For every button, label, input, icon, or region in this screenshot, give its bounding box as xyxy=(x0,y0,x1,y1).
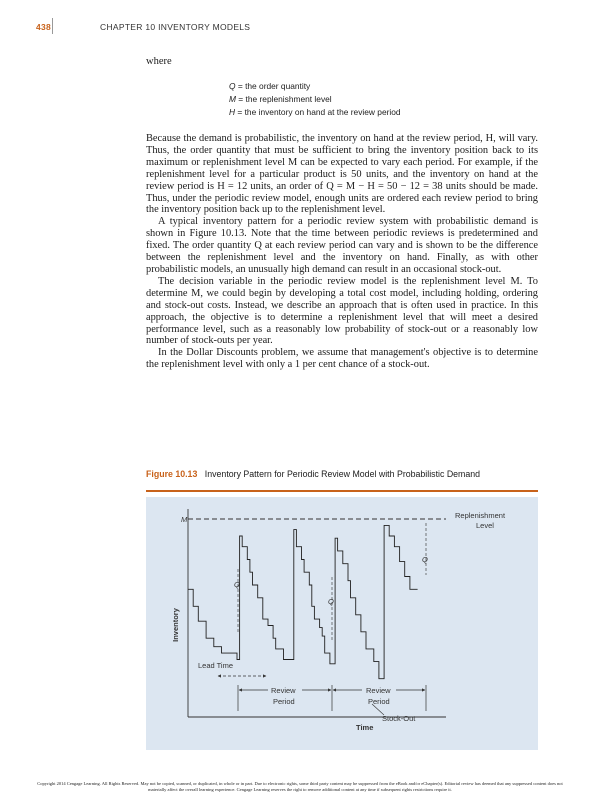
definition-m: M = the replenishment level xyxy=(229,93,332,104)
paragraph-3: The decision variable in the periodic review model is the replenishment level M. To determine M, we could begin by developing a total cost model, including holding, ordering and stock-out costs. Instead, we describe an approach that is often used in practice. In this approach, the objective is to determine a replenishment level that will meet a desired performance level, such as a reasonably low probability of stock-out or a reasonably low number of stock-outs per year. xyxy=(146,275,538,347)
q-label-1: Q xyxy=(234,580,240,589)
replenishment-label-line2: Level xyxy=(476,521,494,530)
inventory-chart xyxy=(146,497,538,750)
figure-caption xyxy=(146,469,480,479)
paragraph-2: A typical inventory pattern for a periodic review system with probabilistic demand is shown in Figure 10.13. Note that the time between periodic reviews is predetermined and fixed. The order quantity Q at each review period can vary and is shown to be the difference between the replenishment level and the inventory on hand. Finally, as with other probabilistic models, an unusually high demand can result in an occasional stock-out. xyxy=(146,216,538,275)
replenishment-label-line1: Replenishment xyxy=(455,511,506,520)
header-separator xyxy=(52,18,53,34)
where-label: where xyxy=(146,56,172,67)
inventory-level-line xyxy=(188,525,418,678)
paragraph-4: In the Dollar Discounts problem, we assume that management's objective is to determine the replenishment level with only a 1 per cent chance of a stock-out. xyxy=(146,347,538,371)
paragraph-1: Because the demand is probabilistic, the inventory on hand at the review period, H, will vary. Thus, the order quantity that must be sufficient to bring the inventory position back to its maximum or replenishment level M can be expected to vary each period. For example, if the replenishment level for a particular product is 50 units, and the inventory on hand at the review period is H = 12 units, an order of Q = M − H = 50 − 12 = 38 units should be made. Thus, under the periodic review model, enough units are ordered each review period to bring the inventory position back up to the replenishment level. xyxy=(146,133,538,216)
page-header xyxy=(36,22,251,32)
chapter-title: CHAPTER 10 INVENTORY MODELS xyxy=(100,22,251,32)
replenishment-level-m-label: M xyxy=(181,515,188,524)
page-number: 438 xyxy=(36,22,52,32)
q-label-3: Q xyxy=(422,555,428,564)
stock-out-label: Stock-Out xyxy=(382,714,416,723)
period-label-2: Period xyxy=(368,697,390,706)
x-axis-label: Time xyxy=(356,723,374,732)
q-label-2: Q xyxy=(328,597,334,606)
period-label-1: Period xyxy=(273,697,295,706)
body-text xyxy=(146,133,538,371)
figure-label: Figure 10.13 xyxy=(146,469,198,479)
lead-time-label: Lead Time xyxy=(198,661,234,670)
copyright-notice: Copyright 2014 Cengage Learning. All Rights Reserved. May not be copied, scanned, or duplicated, in whole or in part. Due to electronic rights, some third party content may be suppressed from the eBook and/or eChapter(s). Editorial review has deemed that any suppressed content does not materially affect the overall learning experience. Cengage Learning reserves the right to remove additional content at any time if subsequent rights restrictions require it. xyxy=(37,781,563,792)
definitions-list xyxy=(229,80,401,118)
definition-q: Q = the order quantity xyxy=(229,81,311,91)
y-axis-label: Inventory xyxy=(171,608,180,642)
inventory-chart-svg xyxy=(146,497,538,750)
review-label-2: Review xyxy=(366,686,391,695)
review-label-1: Review xyxy=(271,686,296,695)
figure-rule xyxy=(146,490,538,492)
figure-title: Inventory Pattern for Periodic Review Model with Probabilistic Demand xyxy=(204,469,481,479)
definition-h: H = the inventory on hand at the review period xyxy=(229,106,401,117)
